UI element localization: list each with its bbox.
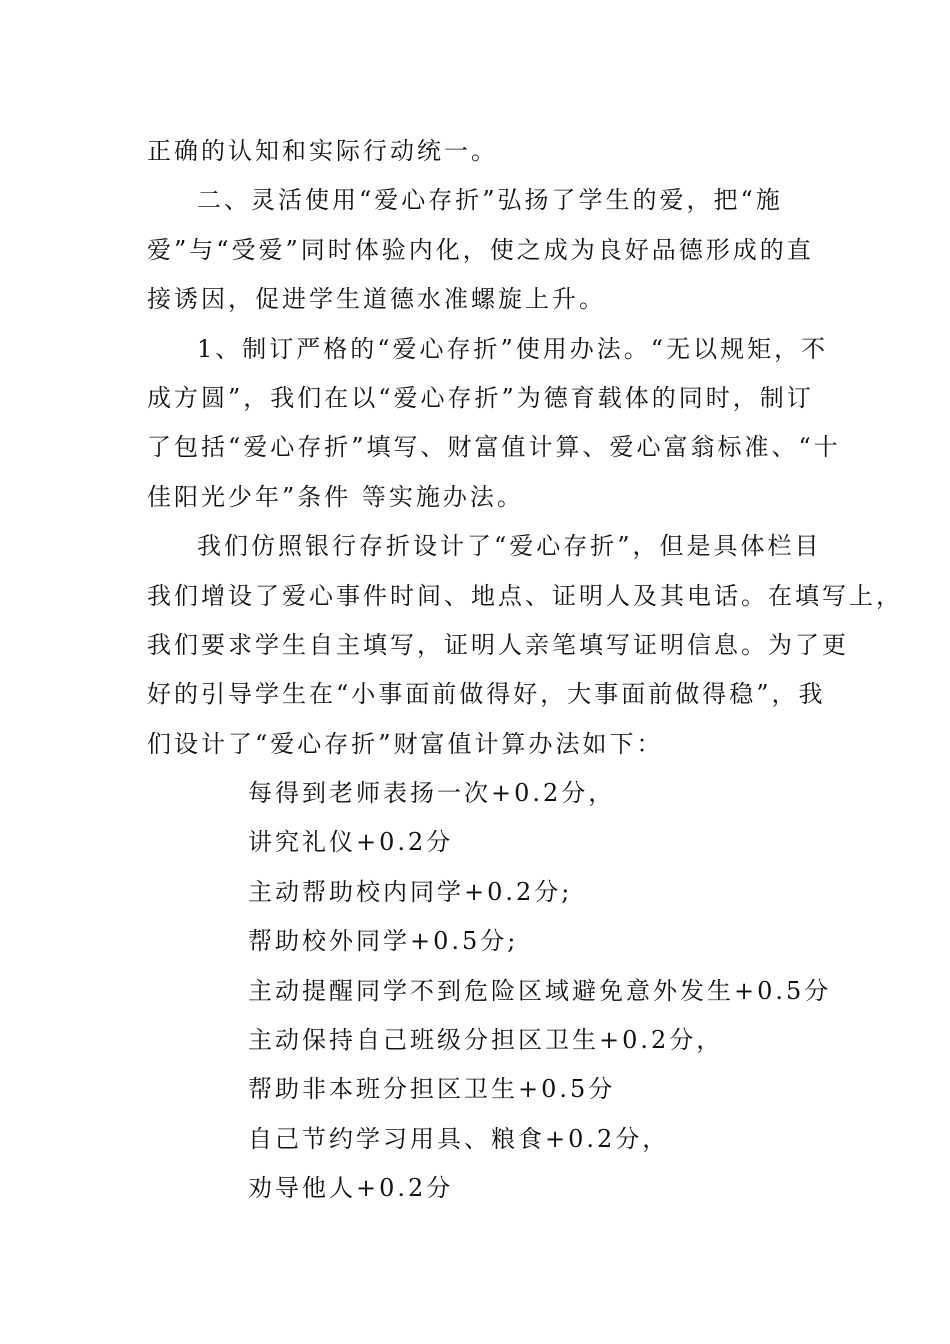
text-line: 好的引导学生在“小事面前做得好，大事面前做得稳”，我 (147, 680, 826, 709)
paragraph-start-line: 我们仿照银行存折设计了“爱心存折”，但是具体栏目 (197, 532, 822, 561)
scoring-list (147, 769, 832, 1214)
document-body (147, 127, 903, 1214)
scoring-item: 主动保持自己班级分担区卫生+0.2分， (248, 1026, 724, 1055)
scoring-item: 帮助校外同学+0.5分; (248, 927, 519, 956)
text-line: 我们要求学生自主填写，证明人亲笔填写证明信息。为了更 (147, 630, 849, 659)
text-line: 佳阳光少年”条件 等实施办法。 (147, 482, 524, 511)
scoring-item: 自己节约学习用具、粮食+0.2分， (248, 1124, 670, 1153)
text-line: 接诱因，促进学生道德水准螺旋上升。 (147, 285, 606, 314)
text-line: 我们增设了爱心事件时间、地点、证明人及其电话。在填写上， (147, 581, 903, 610)
subsection-heading-line: 1、制订严格的“爱心存折”使用办法。“无以规矩，不 (197, 334, 829, 363)
scoring-item: 帮助非本班分担区卫生+0.5分 (248, 1075, 616, 1104)
text-line: 成方圆”，我们在以“爱心存折”为德育载体的同时，制订 (147, 383, 814, 412)
scoring-item: 劝导他人+0.2分 (248, 1174, 454, 1203)
section-heading-line: 二、灵活使用“爱心存折”弘扬了学生的爱，把“施 (197, 186, 783, 215)
text-line: 正确的认知和实际行动统一。 (147, 137, 498, 165)
scoring-item: 主动提醒同学不到危险区域避免意外发生+0.5分 (248, 976, 832, 1005)
text-line: 爱”与“受爱”同时体验内化，使之成为良好品德形成的直 (147, 235, 814, 264)
text-line: 们设计了“爱心存折”财富值计算办法如下： (147, 729, 664, 758)
scoring-item: 每得到老师表扬一次+0.2分， (248, 779, 616, 808)
scoring-item: 主动帮助校内同学+0.2分; (248, 877, 573, 906)
scoring-item: 讲究礼仪+0.2分 (248, 828, 454, 857)
text-line: 了包括“爱心存折”填写、财富值计算、爱心富翁标准、“十 (147, 433, 841, 462)
